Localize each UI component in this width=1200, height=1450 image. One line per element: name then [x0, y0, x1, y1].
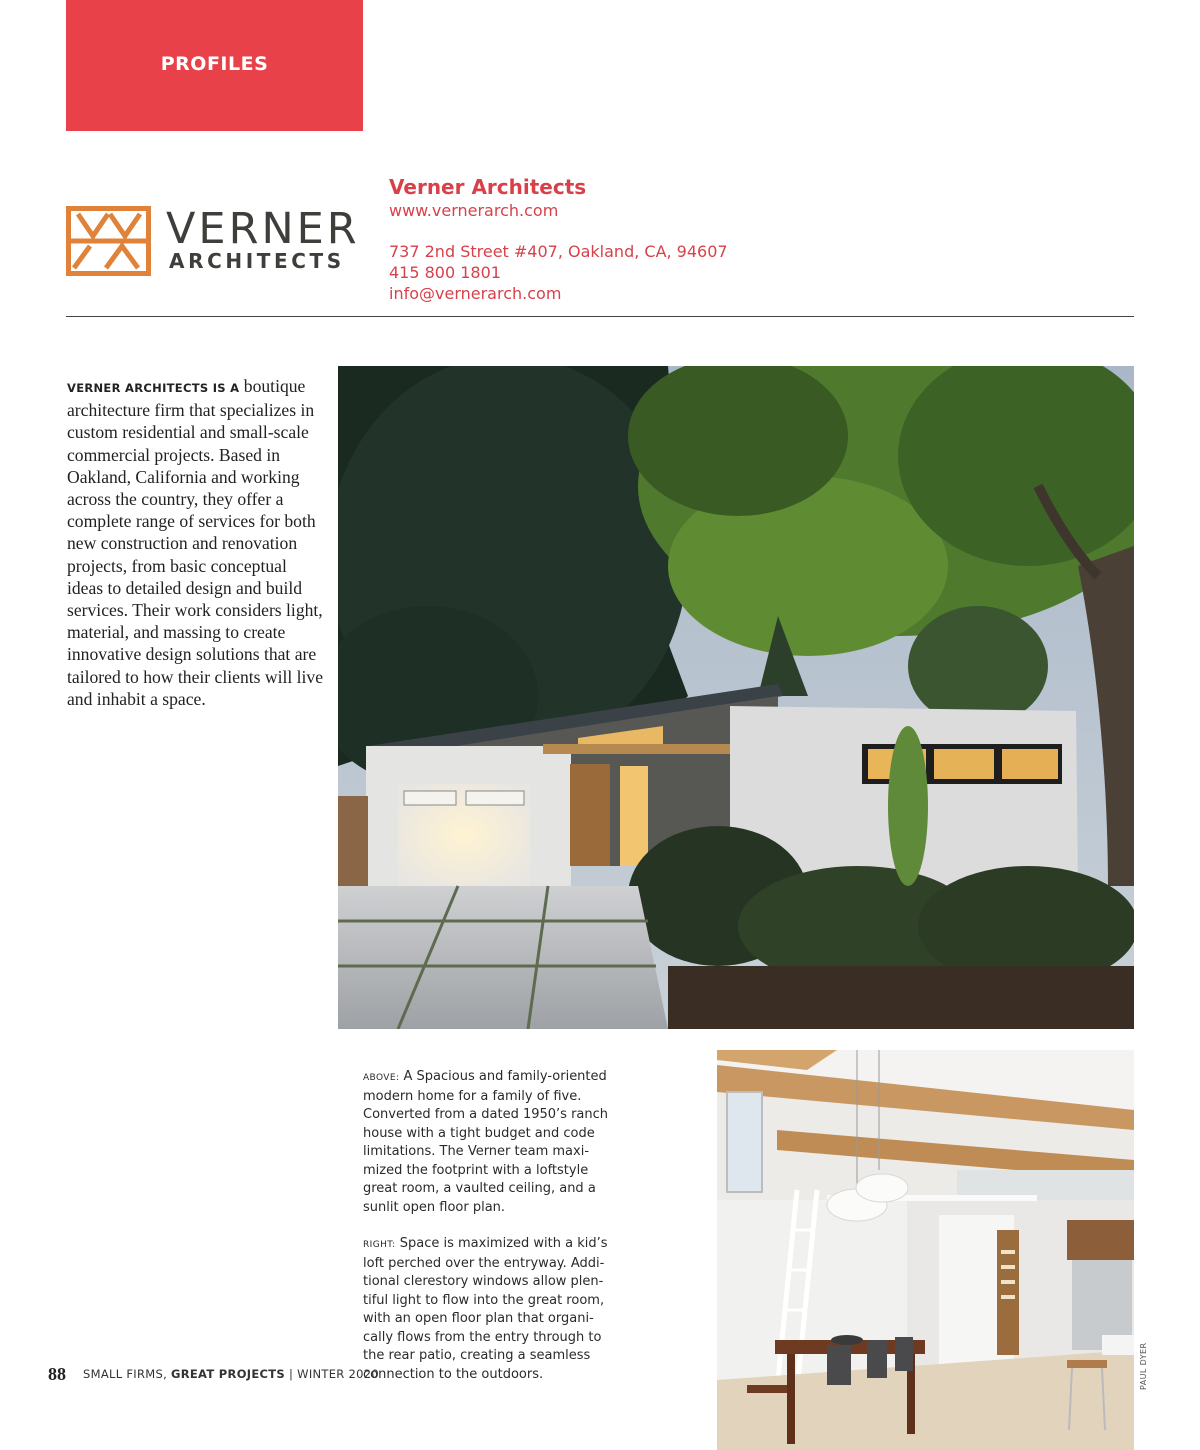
contact-block [389, 174, 728, 304]
phone: 415 800 1801 [389, 263, 501, 282]
caption-above-tag: ABOVE: [363, 1073, 400, 1083]
logo-mark-icon [66, 206, 151, 276]
interior-photo [717, 1050, 1134, 1450]
section-tab [66, 0, 363, 131]
logo-wordmark-verner: VERNER [166, 204, 360, 254]
intro-body: boutique architecture firm that specializes in custom residential and small-scale commercial projects. Based in Oakland, California and working across the country, they offer a complete range of services for both new construction and renovation projects, from basic conceptual ideas to detailed design and build services. Their work considers light, material, and massing to create innovative design solutions that are tailored to how their clients will live and inhabit a space. [67, 376, 324, 709]
exterior-photo [338, 366, 1134, 1029]
caption-above [363, 1068, 613, 1217]
photo-credit: PAUL DYER [1139, 1342, 1148, 1390]
firm-logo [66, 205, 366, 277]
divider [66, 316, 1134, 317]
intro-lead: VERNER ARCHITECTS IS A [67, 381, 240, 395]
page-number: 88 [48, 1364, 66, 1384]
footer-separator: | [288, 1367, 294, 1381]
footer-pub-part2: GREAT PROJECTS [171, 1367, 285, 1381]
caption-right [363, 1235, 613, 1384]
caption-right-text: Space is maximized with a kid’s loft perched over the entryway. Additional clerestory windows allow plentiful light to flow into the great room, with an open floor plan that organically flows from the entry through to the rear patio, creating a seamless connection to the outdoors. [363, 1236, 608, 1382]
footer-pub-part1: SMALL FIRMS, [83, 1367, 171, 1381]
footer-publication [83, 1367, 379, 1381]
website-link[interactable]: www.vernerarch.com [389, 201, 559, 220]
footer-issue: WINTER 2020 [297, 1367, 380, 1381]
section-label: PROFILES [160, 53, 269, 75]
caption-above-text: A Spacious and family-oriented modern home for a family of five. Converted from a dated 1950’s ranch house with a tight budget and code limitations. The Verner team maximized the footprint with a loftstyle great room, a vaulted ceiling, and a sunlit open floor plan. [363, 1069, 609, 1215]
firm-name: Verner Architects [389, 175, 587, 199]
address: 737 2nd Street #407, Oakland, CA, 94607 [389, 242, 728, 261]
caption-right-tag: RIGHT: [363, 1240, 396, 1250]
logo-wordmark-architects: ARCHITECTS [169, 249, 345, 273]
intro-paragraph [67, 375, 325, 710]
email-link[interactable]: info@vernerarch.com [389, 284, 562, 303]
photo-captions [363, 1068, 613, 1402]
